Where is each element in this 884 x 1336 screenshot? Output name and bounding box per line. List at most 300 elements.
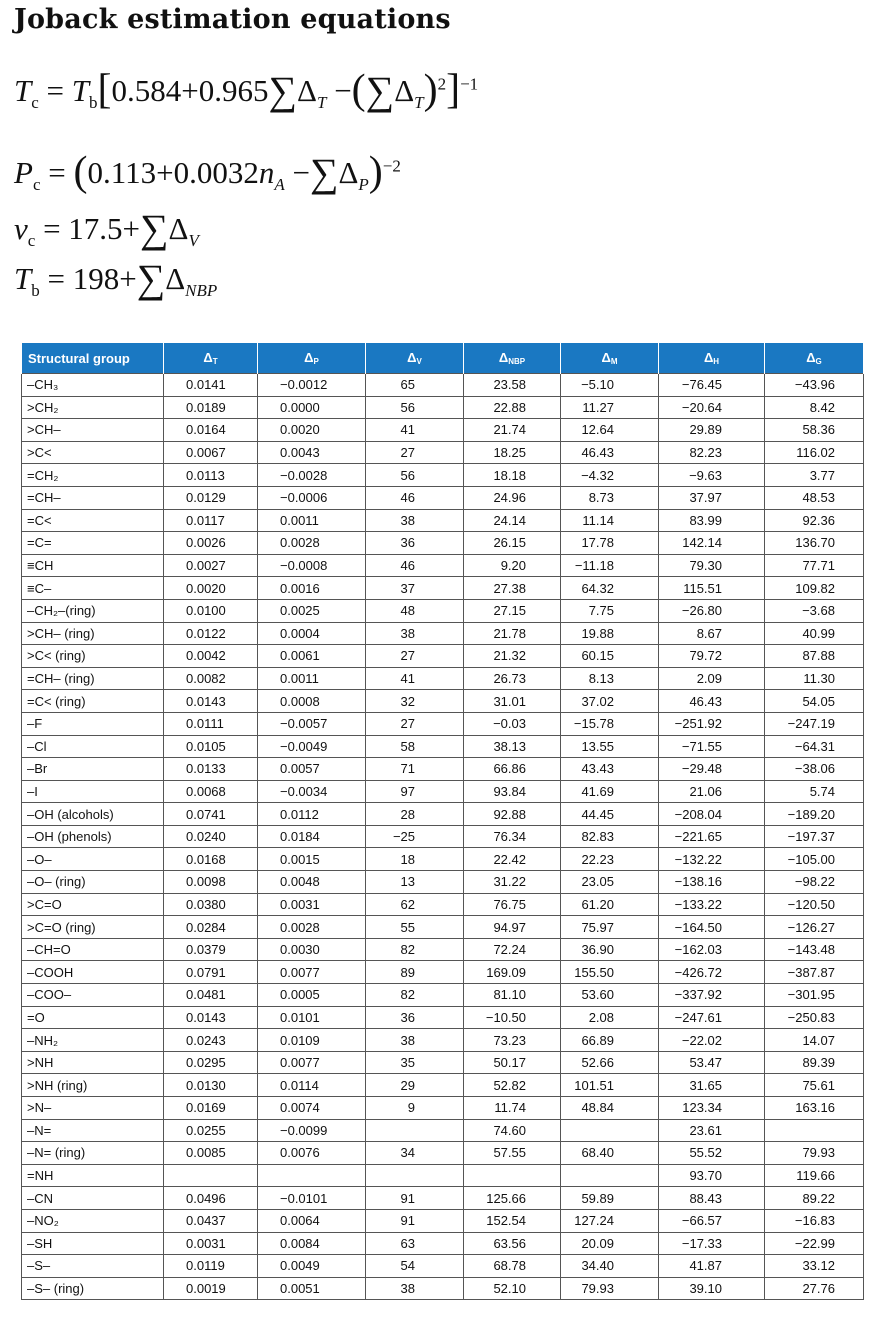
cell-value: −15.78 xyxy=(561,712,659,735)
cell-value: 38 xyxy=(366,509,464,532)
cell-value: −426.72 xyxy=(659,961,765,984)
table-row xyxy=(22,667,864,690)
cell-structural-group: >NH (ring) xyxy=(22,1074,164,1097)
cell-value: −0.0008 xyxy=(258,554,366,577)
cell-value: 0.0143 xyxy=(164,690,258,713)
cell-value: 66.86 xyxy=(464,758,561,781)
cell-value: 109.82 xyxy=(765,577,864,600)
cell-value: 11.30 xyxy=(765,667,864,690)
cell-value: 0.0098 xyxy=(164,871,258,894)
table-row xyxy=(22,396,864,419)
cell-value: 119.66 xyxy=(765,1164,864,1187)
cell-value: 0.0164 xyxy=(164,419,258,442)
cell-value: 8.42 xyxy=(765,396,864,419)
cell-value: 0.0255 xyxy=(164,1119,258,1142)
cell-value: 0.0043 xyxy=(258,441,366,464)
cell-value: −251.92 xyxy=(659,712,765,735)
cell-value: 123.34 xyxy=(659,1097,765,1120)
cell-structural-group: =C< xyxy=(22,509,164,532)
cell-value: 31.01 xyxy=(464,690,561,713)
cell-value: 0.0020 xyxy=(258,419,366,442)
cell-value: 46 xyxy=(366,554,464,577)
cell-value: −25 xyxy=(366,825,464,848)
cell-value xyxy=(561,1119,659,1142)
cell-value: 76.75 xyxy=(464,893,561,916)
cell-value: 5.74 xyxy=(765,780,864,803)
cell-structural-group: –COOH xyxy=(22,961,164,984)
cell-value: 9.20 xyxy=(464,554,561,577)
cell-value: 24.96 xyxy=(464,486,561,509)
cell-structural-group: >N– xyxy=(22,1097,164,1120)
cell-value: −189.20 xyxy=(765,803,864,826)
cell-value: 57.55 xyxy=(464,1142,561,1165)
cell-value: 0.0379 xyxy=(164,938,258,961)
cell-value: 46.43 xyxy=(561,441,659,464)
cell-value: −250.83 xyxy=(765,1006,864,1029)
cell-value: 66.89 xyxy=(561,1029,659,1052)
cell-value: 71 xyxy=(366,758,464,781)
equation-critical-pressure: $P_c = (0.113+0.0032n_A -\sum\Delta_P)^{-2}$ xyxy=(14,149,401,195)
cell-value: −164.50 xyxy=(659,916,765,939)
cell-value: 0.0015 xyxy=(258,848,366,871)
cell-value: 18 xyxy=(366,848,464,871)
cell-value: 0.0076 xyxy=(258,1142,366,1165)
cell-structural-group: –I xyxy=(22,780,164,803)
cell-value: 0.0064 xyxy=(258,1209,366,1232)
cell-value xyxy=(366,1119,464,1142)
cell-value: −98.22 xyxy=(765,871,864,894)
cell-value: −22.99 xyxy=(765,1232,864,1255)
cell-value: 93.84 xyxy=(464,780,561,803)
table-row xyxy=(22,464,864,487)
cell-value: 58.36 xyxy=(765,419,864,442)
cell-value: −138.16 xyxy=(659,871,765,894)
cell-value: −20.64 xyxy=(659,396,765,419)
cell-value: −247.19 xyxy=(765,712,864,735)
cell-value: −5.10 xyxy=(561,374,659,397)
cell-structural-group: –S– xyxy=(22,1255,164,1278)
cell-value: 0.0051 xyxy=(258,1277,366,1300)
cell-value: 48.84 xyxy=(561,1097,659,1120)
cell-value: 0.0111 xyxy=(164,712,258,735)
cell-value: 0.0077 xyxy=(258,961,366,984)
table-row xyxy=(22,622,864,645)
cell-value: 21.74 xyxy=(464,419,561,442)
cell-value: 0.0005 xyxy=(258,984,366,1007)
cell-value: 46.43 xyxy=(659,690,765,713)
cell-value: 37.02 xyxy=(561,690,659,713)
cell-value: 89.39 xyxy=(765,1051,864,1074)
cell-value: 0.0028 xyxy=(258,532,366,555)
cell-value: 0.0057 xyxy=(258,758,366,781)
cell-structural-group: >CH– xyxy=(22,419,164,442)
table-row xyxy=(22,690,864,713)
cell-value: 37.97 xyxy=(659,486,765,509)
table-row xyxy=(22,938,864,961)
cell-structural-group: =CH– (ring) xyxy=(22,667,164,690)
cell-value: 21.78 xyxy=(464,622,561,645)
cell-structural-group: >CH₂ xyxy=(22,396,164,419)
cell-value: 0.0100 xyxy=(164,599,258,622)
table-row xyxy=(22,1209,864,1232)
column-header-delta-t: ΔT xyxy=(164,343,258,374)
table-row xyxy=(22,1164,864,1187)
cell-value: 0.0380 xyxy=(164,893,258,916)
cell-value: 53.60 xyxy=(561,984,659,1007)
cell-value: 0.0008 xyxy=(258,690,366,713)
cell-value: 54.05 xyxy=(765,690,864,713)
cell-value: 92.88 xyxy=(464,803,561,826)
cell-value: 75.61 xyxy=(765,1074,864,1097)
cell-value: 56 xyxy=(366,396,464,419)
cell-value: −197.37 xyxy=(765,825,864,848)
table-row xyxy=(22,758,864,781)
cell-value: −3.68 xyxy=(765,599,864,622)
cell-value: 54 xyxy=(366,1255,464,1278)
cell-value: −22.02 xyxy=(659,1029,765,1052)
cell-value: 152.54 xyxy=(464,1209,561,1232)
table-row xyxy=(22,871,864,894)
cell-structural-group: –N= xyxy=(22,1119,164,1142)
cell-value: 0.0077 xyxy=(258,1051,366,1074)
cell-value xyxy=(765,1119,864,1142)
cell-value: −76.45 xyxy=(659,374,765,397)
cell-value: 0.0295 xyxy=(164,1051,258,1074)
cell-value: 0.0122 xyxy=(164,622,258,645)
cell-value: 64.32 xyxy=(561,577,659,600)
cell-value: 115.51 xyxy=(659,577,765,600)
cell-value: 0.0109 xyxy=(258,1029,366,1052)
cell-value: 116.02 xyxy=(765,441,864,464)
cell-value: 63.56 xyxy=(464,1232,561,1255)
cell-value: 23.58 xyxy=(464,374,561,397)
cell-structural-group: –Br xyxy=(22,758,164,781)
cell-value: −66.57 xyxy=(659,1209,765,1232)
cell-value: 41.69 xyxy=(561,780,659,803)
table-row xyxy=(22,509,864,532)
cell-value: −64.31 xyxy=(765,735,864,758)
cell-value: 0.0061 xyxy=(258,645,366,668)
table-row xyxy=(22,554,864,577)
equation-boiling-point: $T_b = 198+\sum\Delta_{NBP}$ xyxy=(14,256,218,301)
cell-value: 17.78 xyxy=(561,532,659,555)
cell-value: 0.0101 xyxy=(258,1006,366,1029)
cell-value xyxy=(561,1164,659,1187)
cell-structural-group: –N= (ring) xyxy=(22,1142,164,1165)
joback-group-contributions-table xyxy=(21,343,864,1300)
cell-value: 91 xyxy=(366,1187,464,1210)
cell-value: 41 xyxy=(366,419,464,442)
cell-value: −0.0057 xyxy=(258,712,366,735)
table-row xyxy=(22,1097,864,1120)
table-row xyxy=(22,1051,864,1074)
cell-value: −221.65 xyxy=(659,825,765,848)
column-header-delta-m: ΔM xyxy=(561,343,659,374)
cell-value: 39.10 xyxy=(659,1277,765,1300)
cell-structural-group: ≡C– xyxy=(22,577,164,600)
cell-value: 82 xyxy=(366,938,464,961)
cell-value: 101.51 xyxy=(561,1074,659,1097)
cell-value: 0.0011 xyxy=(258,667,366,690)
cell-value: 21.06 xyxy=(659,780,765,803)
cell-structural-group: –O– xyxy=(22,848,164,871)
column-header-delta-nbp: ΔNBP xyxy=(464,343,561,374)
cell-value: 29 xyxy=(366,1074,464,1097)
cell-value: 72.24 xyxy=(464,938,561,961)
cell-value: 48.53 xyxy=(765,486,864,509)
cell-value: 89.22 xyxy=(765,1187,864,1210)
cell-value: 44.45 xyxy=(561,803,659,826)
cell-value: 0.0114 xyxy=(258,1074,366,1097)
table-row xyxy=(22,712,864,735)
cell-value: 27 xyxy=(366,645,464,668)
cell-value: 79.30 xyxy=(659,554,765,577)
table-row xyxy=(22,803,864,826)
cell-value: 23.61 xyxy=(659,1119,765,1142)
cell-value: 127.24 xyxy=(561,1209,659,1232)
cell-value: 2.08 xyxy=(561,1006,659,1029)
cell-structural-group: –CN xyxy=(22,1187,164,1210)
cell-value: −0.0034 xyxy=(258,780,366,803)
cell-value: 0.0028 xyxy=(258,916,366,939)
cell-value: 31.65 xyxy=(659,1074,765,1097)
cell-value: 0.0130 xyxy=(164,1074,258,1097)
cell-value: 0.0240 xyxy=(164,825,258,848)
cell-value: 0.0068 xyxy=(164,780,258,803)
cell-structural-group: >CH– (ring) xyxy=(22,622,164,645)
cell-value: 52.82 xyxy=(464,1074,561,1097)
cell-value: 26.15 xyxy=(464,532,561,555)
cell-value: −105.00 xyxy=(765,848,864,871)
cell-value: 73.23 xyxy=(464,1029,561,1052)
table-row xyxy=(22,1142,864,1165)
cell-value: −11.18 xyxy=(561,554,659,577)
cell-value: 18.25 xyxy=(464,441,561,464)
cell-value: 56 xyxy=(366,464,464,487)
cell-value: 94.97 xyxy=(464,916,561,939)
cell-value: 7.75 xyxy=(561,599,659,622)
cell-structural-group: >C=O (ring) xyxy=(22,916,164,939)
cell-structural-group: =CH– xyxy=(22,486,164,509)
cell-value: −29.48 xyxy=(659,758,765,781)
column-header-delta-h: ΔH xyxy=(659,343,765,374)
cell-value: 0.0000 xyxy=(258,396,366,419)
cell-structural-group: >C=O xyxy=(22,893,164,916)
cell-value: −143.48 xyxy=(765,938,864,961)
cell-value: 8.13 xyxy=(561,667,659,690)
cell-value: 83.99 xyxy=(659,509,765,532)
cell-value: 0.0141 xyxy=(164,374,258,397)
cell-value: 155.50 xyxy=(561,961,659,984)
cell-value: 81.10 xyxy=(464,984,561,1007)
cell-value: 136.70 xyxy=(765,532,864,555)
cell-value: 82.83 xyxy=(561,825,659,848)
cell-value: 32 xyxy=(366,690,464,713)
cell-structural-group: –CH₂–(ring) xyxy=(22,599,164,622)
cell-value: −16.83 xyxy=(765,1209,864,1232)
cell-value: 91 xyxy=(366,1209,464,1232)
table-row xyxy=(22,780,864,803)
cell-value: 0.0133 xyxy=(164,758,258,781)
cell-value: 89 xyxy=(366,961,464,984)
cell-structural-group: –SH xyxy=(22,1232,164,1255)
table-row xyxy=(22,893,864,916)
cell-value: 142.14 xyxy=(659,532,765,555)
cell-value: 0.0031 xyxy=(164,1232,258,1255)
cell-value: −337.92 xyxy=(659,984,765,1007)
cell-value: 19.88 xyxy=(561,622,659,645)
cell-value: 22.42 xyxy=(464,848,561,871)
table-row xyxy=(22,916,864,939)
cell-value: 48 xyxy=(366,599,464,622)
cell-value: 2.09 xyxy=(659,667,765,690)
cell-value: 36 xyxy=(366,1006,464,1029)
cell-value: 77.71 xyxy=(765,554,864,577)
cell-value: 0.0189 xyxy=(164,396,258,419)
table-row xyxy=(22,599,864,622)
cell-value: −0.0099 xyxy=(258,1119,366,1142)
cell-value: 27.38 xyxy=(464,577,561,600)
table-row xyxy=(22,984,864,1007)
cell-value: −0.0012 xyxy=(258,374,366,397)
cell-structural-group: –OH (phenols) xyxy=(22,825,164,848)
cell-structural-group: ≡CH xyxy=(22,554,164,577)
cell-value: 0.0117 xyxy=(164,509,258,532)
cell-value: 61.20 xyxy=(561,893,659,916)
cell-structural-group: –NO₂ xyxy=(22,1209,164,1232)
cell-value: 31.22 xyxy=(464,871,561,894)
cell-value: 35 xyxy=(366,1051,464,1074)
cell-value: 0.0027 xyxy=(164,554,258,577)
table-row xyxy=(22,1187,864,1210)
cell-value: 36.90 xyxy=(561,938,659,961)
cell-value: 82.23 xyxy=(659,441,765,464)
cell-value: −208.04 xyxy=(659,803,765,826)
cell-value: 0.0030 xyxy=(258,938,366,961)
cell-value: −0.0049 xyxy=(258,735,366,758)
column-header-delta-v: ΔV xyxy=(366,343,464,374)
cell-value: 163.16 xyxy=(765,1097,864,1120)
cell-value: −0.0028 xyxy=(258,464,366,487)
cell-value: 0.0048 xyxy=(258,871,366,894)
cell-value: 3.77 xyxy=(765,464,864,487)
cell-structural-group: –COO– xyxy=(22,984,164,1007)
cell-value: 41.87 xyxy=(659,1255,765,1278)
table-row xyxy=(22,1255,864,1278)
cell-structural-group: =C= xyxy=(22,532,164,555)
cell-value: 0.0113 xyxy=(164,464,258,487)
cell-value: 33.12 xyxy=(765,1255,864,1278)
cell-value: 11.14 xyxy=(561,509,659,532)
cell-value: 26.73 xyxy=(464,667,561,690)
cell-value: 29.89 xyxy=(659,419,765,442)
cell-value: 20.09 xyxy=(561,1232,659,1255)
cell-value: 0.0011 xyxy=(258,509,366,532)
cell-value: 0.0084 xyxy=(258,1232,366,1255)
cell-value: 18.18 xyxy=(464,464,561,487)
cell-value: 65 xyxy=(366,374,464,397)
cell-value: 0.0105 xyxy=(164,735,258,758)
cell-value: 27 xyxy=(366,441,464,464)
cell-value: 11.74 xyxy=(464,1097,561,1120)
cell-value: 68.40 xyxy=(561,1142,659,1165)
cell-value: −17.33 xyxy=(659,1232,765,1255)
cell-value: 0.0042 xyxy=(164,645,258,668)
cell-value: 50.17 xyxy=(464,1051,561,1074)
cell-value: 0.0481 xyxy=(164,984,258,1007)
cell-value: 125.66 xyxy=(464,1187,561,1210)
cell-value: −0.0101 xyxy=(258,1187,366,1210)
cell-value: 22.23 xyxy=(561,848,659,871)
cell-value: 76.34 xyxy=(464,825,561,848)
cell-value: 0.0067 xyxy=(164,441,258,464)
table-row xyxy=(22,825,864,848)
cell-value: 169.09 xyxy=(464,961,561,984)
table-row xyxy=(22,1029,864,1052)
cell-value: 0.0168 xyxy=(164,848,258,871)
table-row xyxy=(22,374,864,397)
cell-structural-group: –S– (ring) xyxy=(22,1277,164,1300)
cell-structural-group: –NH₂ xyxy=(22,1029,164,1052)
cell-value: 38.13 xyxy=(464,735,561,758)
cell-value: 79.72 xyxy=(659,645,765,668)
cell-value: 74.60 xyxy=(464,1119,561,1142)
cell-value: 0.0025 xyxy=(258,599,366,622)
table-row xyxy=(22,577,864,600)
cell-value: −71.55 xyxy=(659,735,765,758)
cell-value: 93.70 xyxy=(659,1164,765,1187)
cell-value: 38 xyxy=(366,622,464,645)
cell-value: −10.50 xyxy=(464,1006,561,1029)
cell-value: 12.64 xyxy=(561,419,659,442)
cell-value: 59.89 xyxy=(561,1187,659,1210)
cell-value: 37 xyxy=(366,577,464,600)
cell-value: −247.61 xyxy=(659,1006,765,1029)
cell-value: 14.07 xyxy=(765,1029,864,1052)
cell-value: 55 xyxy=(366,916,464,939)
cell-value: −0.0006 xyxy=(258,486,366,509)
cell-value: 21.32 xyxy=(464,645,561,668)
cell-value: 11.27 xyxy=(561,396,659,419)
table-row xyxy=(22,1119,864,1142)
cell-value: 0.0004 xyxy=(258,622,366,645)
cell-value: 24.14 xyxy=(464,509,561,532)
cell-value: −133.22 xyxy=(659,893,765,916)
cell-value: 0.0143 xyxy=(164,1006,258,1029)
cell-value: 60.15 xyxy=(561,645,659,668)
cell-value: 79.93 xyxy=(561,1277,659,1300)
cell-value: 40.99 xyxy=(765,622,864,645)
cell-structural-group: =NH xyxy=(22,1164,164,1187)
cell-value: 22.88 xyxy=(464,396,561,419)
table-row xyxy=(22,441,864,464)
cell-value: −132.22 xyxy=(659,848,765,871)
cell-structural-group: >C< xyxy=(22,441,164,464)
table-row xyxy=(22,486,864,509)
cell-value: 75.97 xyxy=(561,916,659,939)
cell-value: 38 xyxy=(366,1029,464,1052)
cell-value: 9 xyxy=(366,1097,464,1120)
cell-value: 0.0082 xyxy=(164,667,258,690)
cell-structural-group: =C< (ring) xyxy=(22,690,164,713)
cell-value: 0.0184 xyxy=(258,825,366,848)
cell-value: 79.93 xyxy=(765,1142,864,1165)
cell-value: 0.0049 xyxy=(258,1255,366,1278)
cell-value: 88.43 xyxy=(659,1187,765,1210)
cell-value: 28 xyxy=(366,803,464,826)
cell-value: −26.80 xyxy=(659,599,765,622)
cell-value: 27.15 xyxy=(464,599,561,622)
